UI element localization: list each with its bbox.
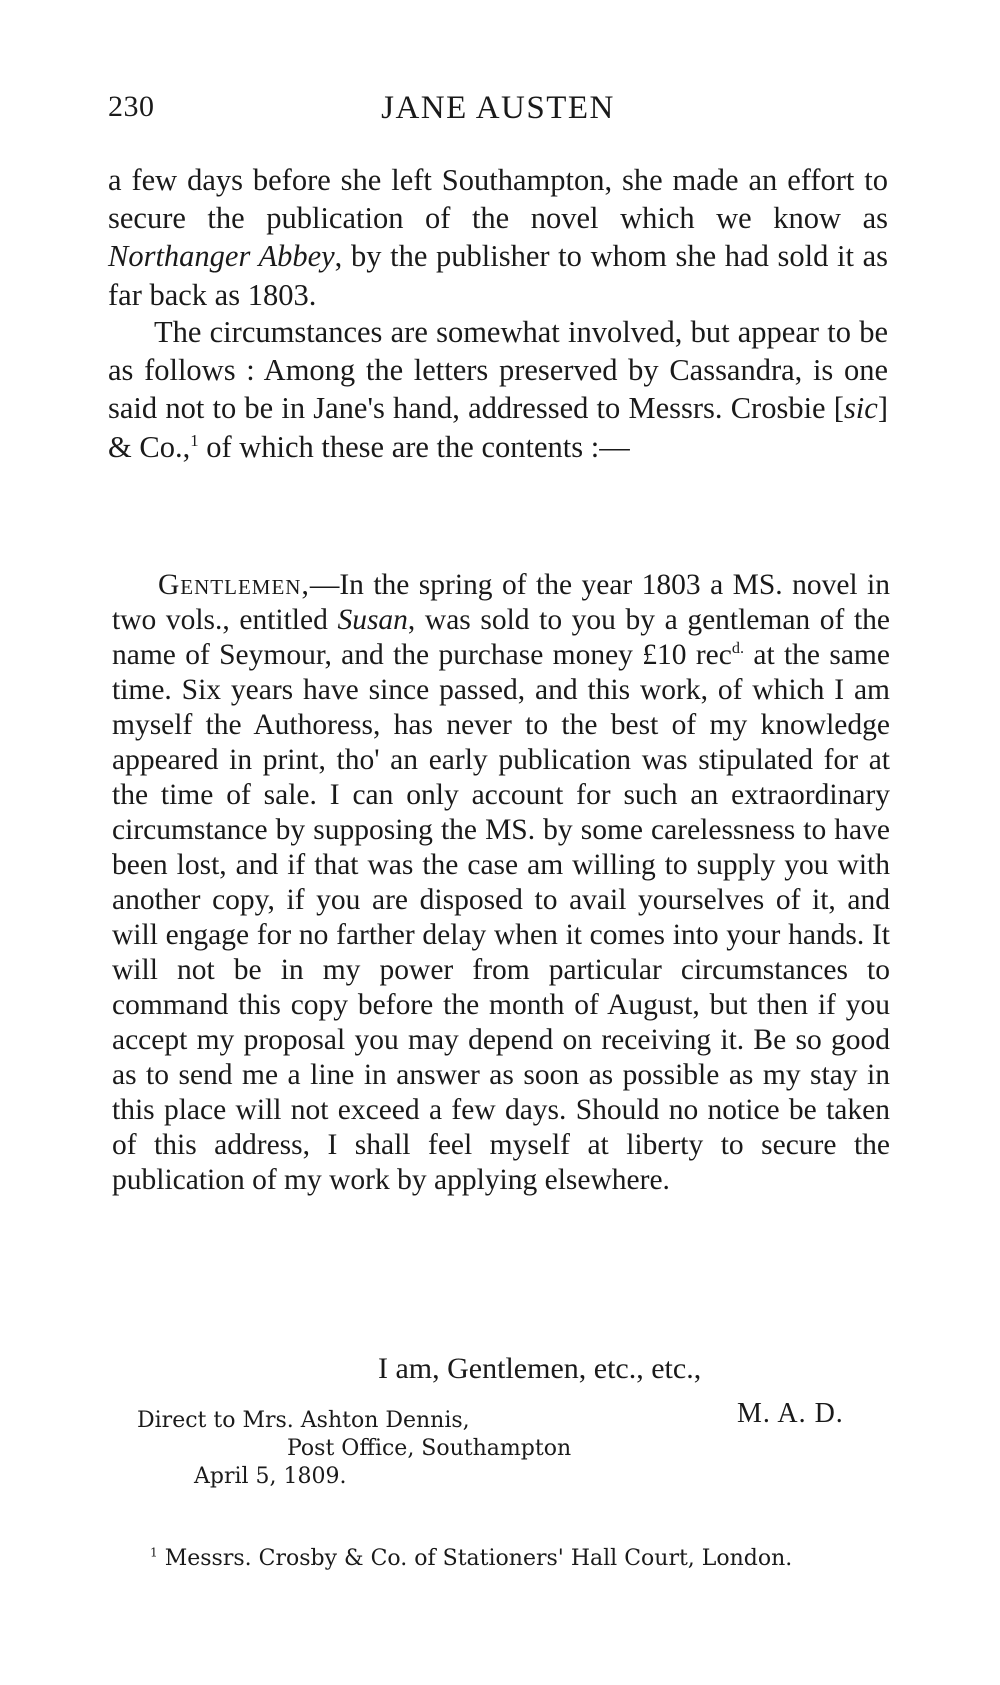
footnote xyxy=(150,1546,792,1571)
letter-text-2: , was sold to you by a gentleman of the name of Seymour, and the purchase money £10 rec xyxy=(112,604,890,671)
paragraph-2-company: ] & Co., xyxy=(108,391,888,464)
footnote-reference: 1 xyxy=(190,430,199,450)
running-head: JANE AUSTEN xyxy=(381,90,615,126)
page-header xyxy=(108,90,888,140)
footnote-text: Messrs. Crosby & Co. of Stationers' Hall Court, London. xyxy=(157,1546,793,1571)
paragraph-1-tail: , by the publisher to whom she had sold it as far back as 1803. xyxy=(108,239,888,312)
paragraph-2-text: The circumstances are somewhat involved, but appear to be as follows : Among the letters preserved by Cassandra, is one said not to be in Jane's hand, addressed to Messrs. Crosbie [ xyxy=(108,315,888,426)
address-line-2: Post Office, Southampton xyxy=(287,1436,572,1461)
letter-text-3: at the same time. Six years have since passed, and this work, of which I am myself the Authoress, has never to the best of my knowledge appeared in print, tho' an early publication was stipulated for at the time of sale. I can only account for such an extraordinary circumstance by supposing the MS. by some carelessness to have been lost, and if that was the case am willing to supply you with another copy, if you are disposed to avail yourselves of it, and will engage for no farther delay when it comes into your hands. It will not be in my power from particular circumstances to command this copy before the month of August, but then if you accept my proposal you may depend on receiving it. Be so good as to send me a line in answer as soon as possible as my stay in this place will not exceed a few days. Should no notice be taken of this address, I shall feel myself at liberty to secure the publication of my work by applying elsewhere. xyxy=(112,639,890,1196)
page-number: 230 xyxy=(108,90,155,123)
letter-salutation: Gentlemen, xyxy=(158,569,310,601)
paragraph-2-tail: of which these are the contents :— xyxy=(198,429,630,464)
quoted-letter xyxy=(112,568,890,1198)
footnote-mark: 1 xyxy=(150,1545,158,1560)
letter-closing: I am, Gentlemen, etc., etc., xyxy=(378,1352,702,1385)
novel-title-susan: Susan xyxy=(337,604,408,636)
paragraph-1 xyxy=(108,161,888,314)
letter-signature: M. A. D. xyxy=(737,1398,844,1429)
sic-marker: sic xyxy=(843,391,878,426)
address-line-1: Direct to Mrs. Ashton Dennis, xyxy=(137,1408,470,1433)
letter-text-1: —In the spring of the year 1803 a MS. novel in two vols., entitled xyxy=(112,569,890,636)
letter-address xyxy=(137,1407,571,1491)
novel-title-northanger: Northanger Abbey xyxy=(108,239,335,274)
address-date: April 5, 1809. xyxy=(194,1464,347,1489)
paragraph-1-text: a few days before she left Southampton, she made an effort to secure the publication of the novel which we know as xyxy=(108,163,888,236)
paragraph-2 xyxy=(108,313,888,466)
received-abbrev: d. xyxy=(731,639,745,658)
